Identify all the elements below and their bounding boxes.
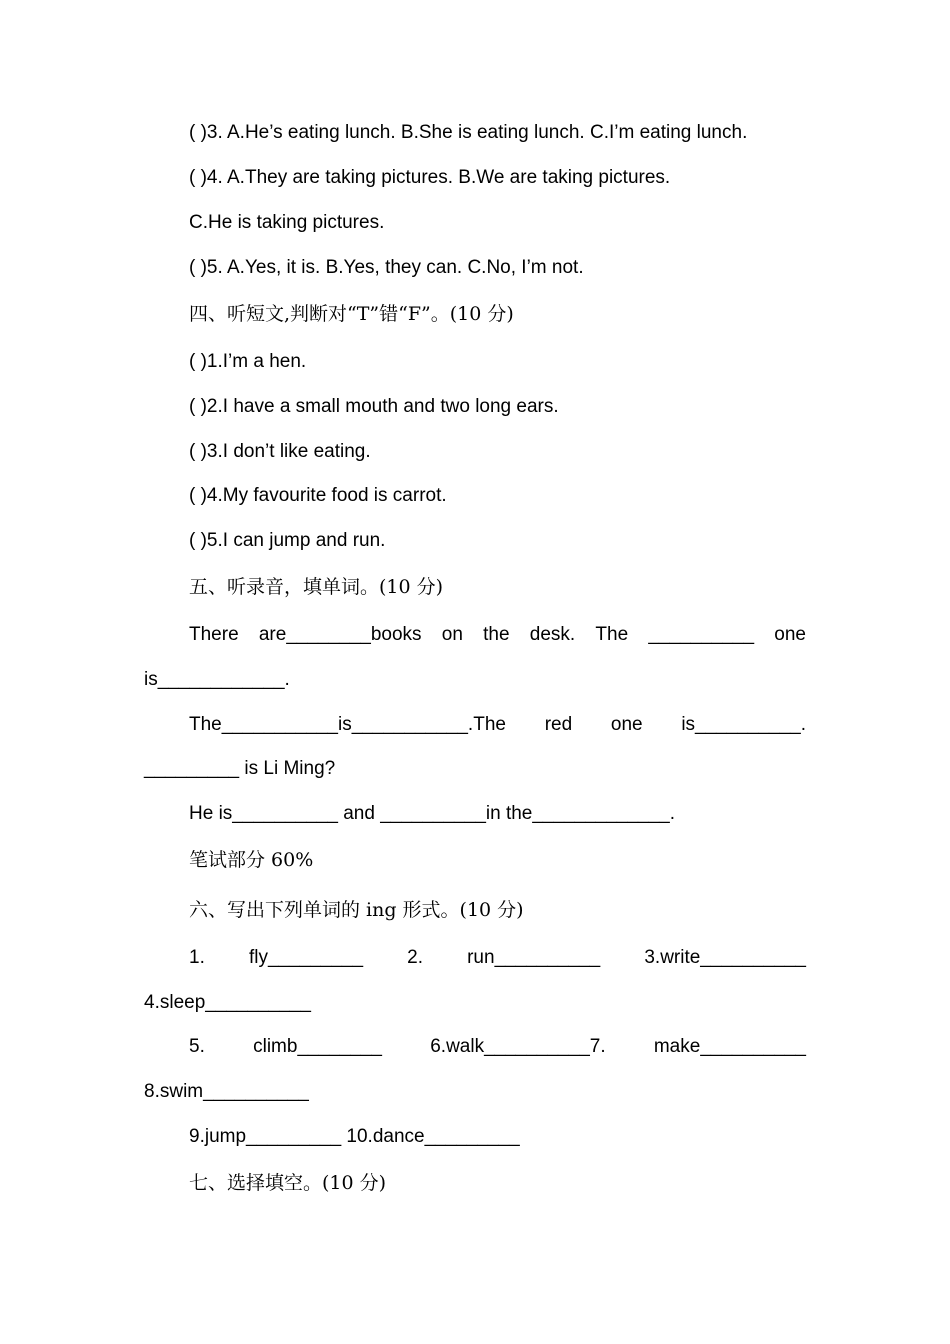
blank: __________ xyxy=(648,624,755,645)
section-5-line-2-cont: _________ is Li Ming? xyxy=(144,758,336,779)
word: red xyxy=(544,714,573,735)
section-6-title: 六、写出下列单词的 ing 形式。(10 分) xyxy=(189,899,524,921)
word: on xyxy=(441,624,463,645)
word-blank: 6.walk__________7. xyxy=(430,1036,606,1057)
word: The___________is___________.The xyxy=(189,714,506,735)
section-5-title: 五、听录音，填单词。(10 分) xyxy=(189,576,444,598)
question-4: ( )4. A.They are taking pictures. B.We are taking pictures. xyxy=(189,167,671,188)
word: The xyxy=(595,624,629,645)
section-4-item-4: ( )4.My favourite food is carrot. xyxy=(189,485,447,506)
section-4-item-2: ( )2.I have a small mouth and two long ears. xyxy=(189,396,559,417)
question-3: ( )3. A.He’s eating lunch. B.She is eating lunch. C.I’m eating lunch. xyxy=(189,122,748,143)
word: desk. xyxy=(529,624,576,645)
word: one xyxy=(774,624,806,645)
word-blank: fly_________ xyxy=(248,947,364,968)
word: are________books xyxy=(258,624,422,645)
word-blank: make__________ xyxy=(653,1036,806,1057)
section-4-item-1: ( )1.I’m a hen. xyxy=(189,351,307,372)
section-6-row-3: 9.jump_________ 10.dance_________ xyxy=(189,1126,520,1147)
section-6-row-2 xyxy=(189,1035,806,1059)
word-blank: 3.write__________ xyxy=(644,947,806,968)
word-blank: run__________ xyxy=(467,947,601,968)
section-5-line-2 xyxy=(189,713,806,737)
item-number: 5. xyxy=(189,1036,205,1057)
section-5-line-1 xyxy=(189,623,806,647)
section-4-item-3: ( )3.I don’t like eating. xyxy=(189,441,371,462)
section-4-item-5: ( )5.I can jump and run. xyxy=(189,530,386,551)
word: the xyxy=(483,624,510,645)
word-blank: climb________ xyxy=(253,1036,382,1057)
question-5: ( )5. A.Yes, it is. B.Yes, they can. C.No, I’m not. xyxy=(189,257,584,278)
section-6-row-1 xyxy=(189,946,806,970)
written-part-heading: 笔试部分 60% xyxy=(189,849,314,871)
item-number: 1. xyxy=(189,947,205,968)
section-5-line-3: He is__________ and __________in the_____________. xyxy=(189,803,676,824)
section-4-title: 四、听短文,判断对“T”错“F”。(10 分) xyxy=(189,303,514,325)
word: one xyxy=(610,714,643,735)
word: There xyxy=(189,624,239,645)
section-7-title: 七、选择填空。(10 分) xyxy=(189,1172,387,1194)
section-6-row-2-cont: 8.swim__________ xyxy=(144,1081,309,1102)
question-4-option-c: C.He is taking pictures. xyxy=(189,212,385,233)
section-5-line-1-cont: is____________. xyxy=(144,669,290,690)
section-6-row-1-cont: 4.sleep__________ xyxy=(144,992,311,1013)
word: is__________. xyxy=(681,714,806,735)
item-number: 2. xyxy=(407,947,424,968)
